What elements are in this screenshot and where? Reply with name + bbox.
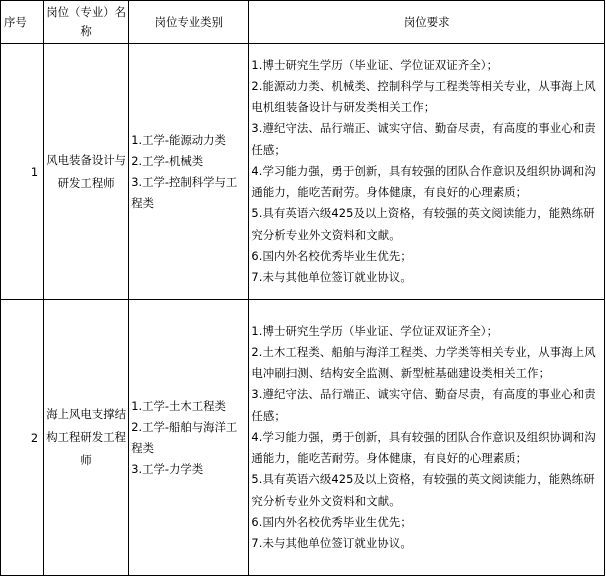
requirement-item: 2.土木工程类、船舶与海洋工程类、力学类等相关专业，从事海上风电冲刷扫测、结构安全监测、新型桩基础建设类相关工作； [251,345,596,381]
row-requirements [249,44,605,300]
requirement-item: 1.博士研究生学历（毕业证、学位证双证齐全）； [251,323,499,338]
header-position-name: 岗位（专业）名称 [44,1,129,44]
header-seq: 序号 [1,1,44,44]
category-item: 1.工学-土木工程类 [131,398,226,413]
row-categories [129,300,249,576]
category-item: 3.工学-力学类 [131,461,204,476]
category-item: 1.工学-能源动力类 [131,132,226,147]
requirement-item: 5.具有英语六级425及以上资格，有较强的英文阅读能力，能熟练研究分析专业外文资料和文献。 [251,472,595,508]
row-position-name: 海上风电支撑结构工程研发工程师 [44,300,129,576]
requirement-item: 6.国内外名校优秀毕业生优先； [251,248,412,263]
requirement-item: 7.未与其他单位签订就业协议。 [251,535,412,550]
requirement-item: 3.遵纪守法、品行端正、诚实守信、勤奋尽责，有高度的事业心和责任感； [251,387,596,423]
requirement-item: 5.具有英语六级425及以上资格，有较强的英文阅读能力，能熟练研究分析专业外文资料和文献。 [251,206,595,242]
requirement-item: 3.遵纪守法、品行端正、诚实守信、勤奋尽责，有高度的事业心和责任感； [251,121,596,157]
requirement-item: 4.学习能力强，勇于创新，具有较强的团队合作意识及组织协调和沟通能力，能吃苦耐劳。身体健康，有良好的心理素质； [251,163,596,200]
header-category: 岗位专业类别 [129,1,249,44]
row-seq: 2 [1,300,44,576]
header-requirements: 岗位要求 [249,1,605,44]
row-categories [129,44,249,300]
requirement-item: 4.学习能力强，勇于创新，具有较强的团队合作意识及组织协调和沟通能力，能吃苦耐劳。身体健康，有良好的心理素质； [251,429,596,466]
requirement-item: 7.未与其他单位签订就业协议。 [251,269,412,284]
requirement-item: 1.博士研究生学历（毕业证、学位证双证齐全）； [251,57,499,72]
category-item: 2.工学-船舶与海洋工程类 [131,419,238,455]
table-row [1,300,605,576]
row-requirements [249,300,605,576]
requirement-item: 2.能源动力类、机械类、控制科学与工程类等相关专业，从事海上风电机组装备设计与研发类相关工作； [251,79,596,115]
category-item: 3.工学-控制科学与工程类 [131,174,238,210]
requirement-item: 6.国内外名校优秀毕业生优先； [251,514,412,529]
category-item: 2.工学-机械类 [131,153,204,168]
row-position-name: 风电装备设计与研发工程师 [44,44,129,300]
row-seq: 1 [1,44,44,300]
table-header-row [1,1,605,44]
table-row [1,44,605,300]
